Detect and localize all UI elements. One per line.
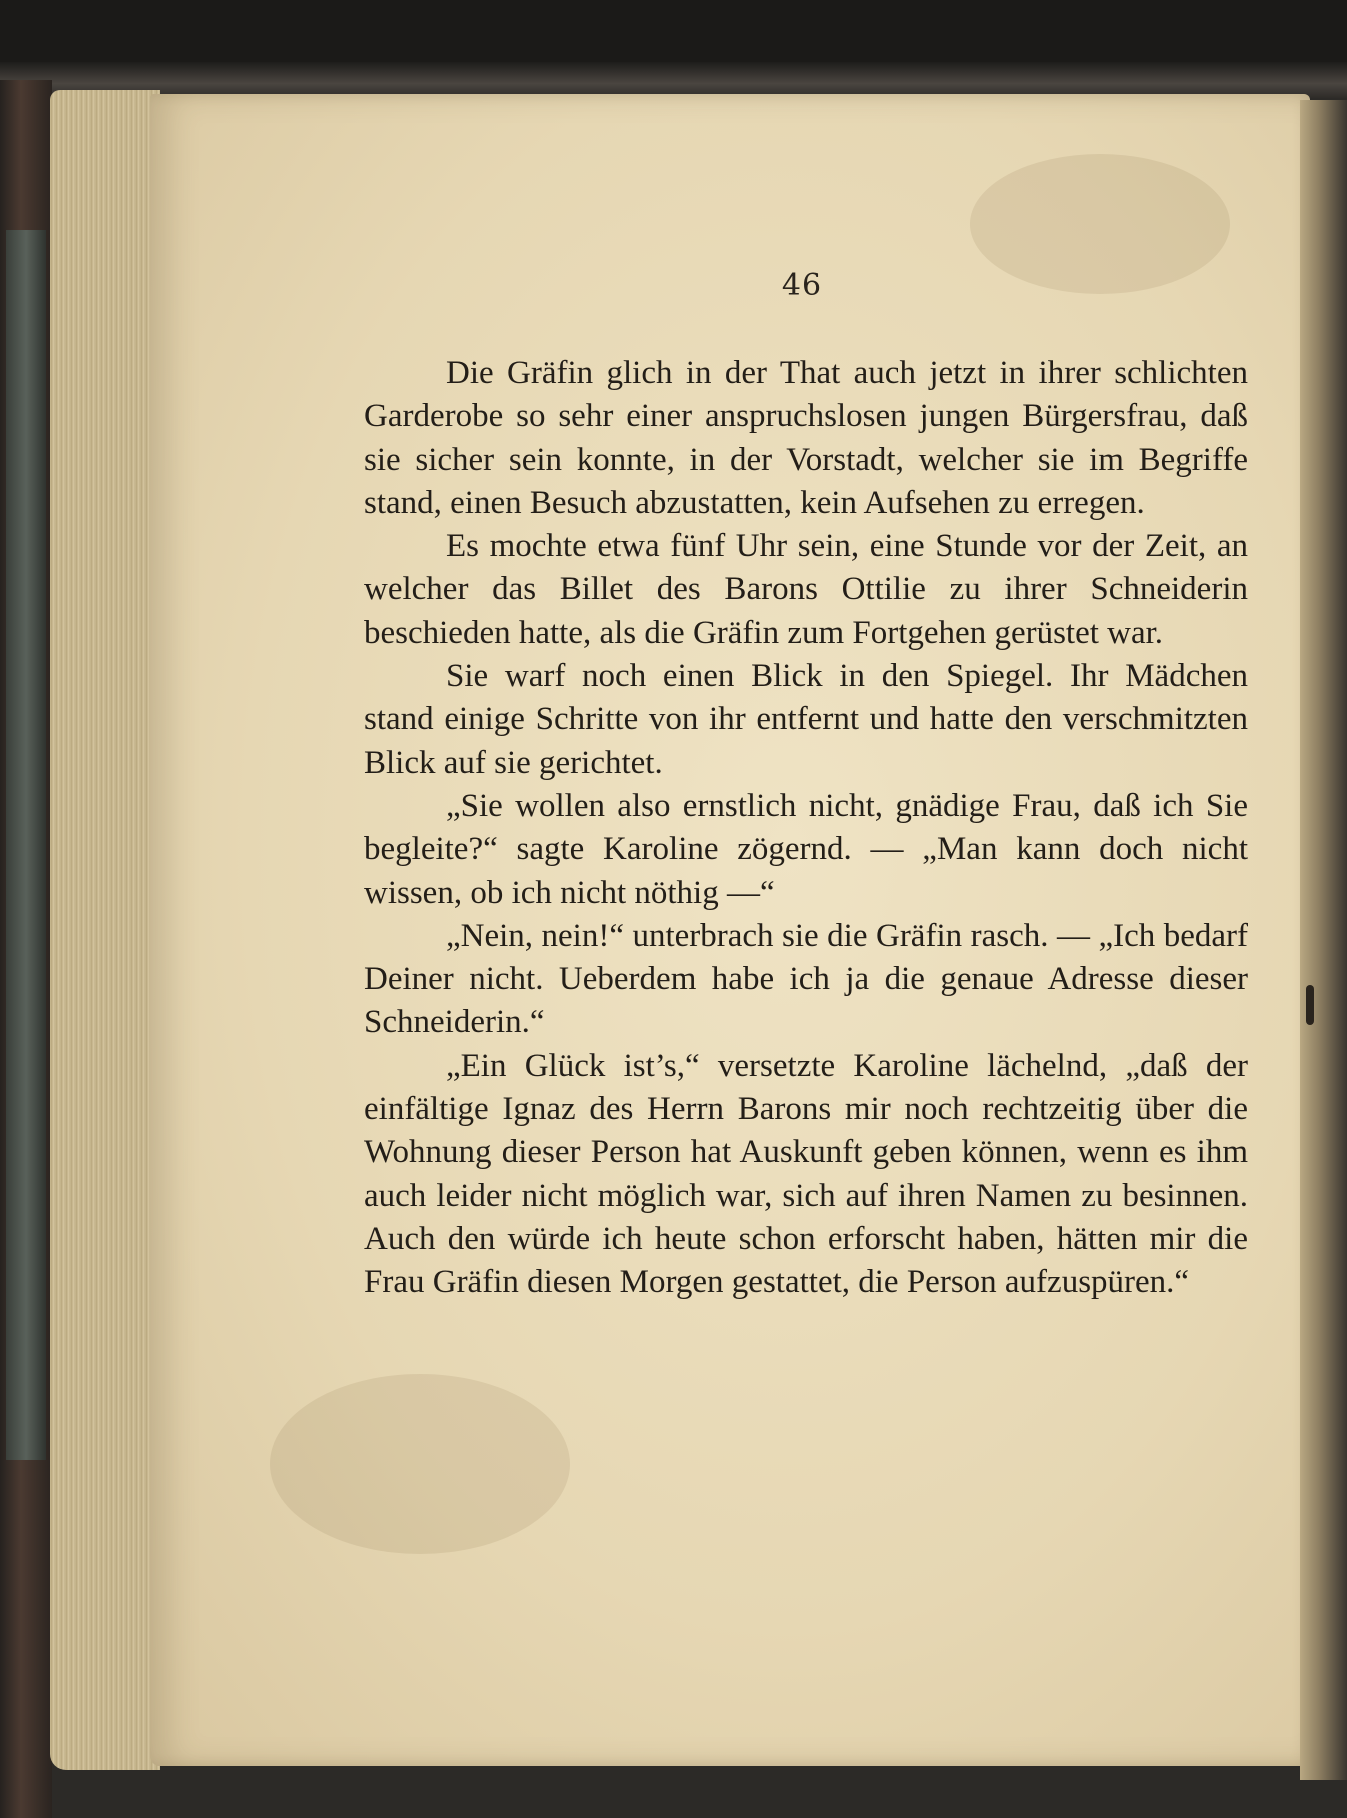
book-spine-leather [6,230,46,1460]
page-stack-edges [50,90,160,1770]
page-number: 46 [781,268,823,303]
page-text [364,352,1248,1305]
paragraph: „Ein Glück ist’s,“ versetzte Karoline lächelnd, „daß der einfältige Ignaz des Herrn Barons mir noch rechtzeitig über die Wohnung dieser Person hat Auskunft geben können, wenn es ihm auch leider nicht möglich war, sich auf ihren Namen zu besinnen. Auch den würde ich heute schon erforscht haben, hätten mir die Frau Gräfin diesen Morgen gestattet, die Person aufzuspüren.“ [364,1047,1248,1301]
paragraph: Es mochte etwa fünf Uhr sein, eine Stunde vor der Zeit, an welcher das Billet des Barons Ottilie zu ihrer Schneiderin beschieden hatte, als die Gräfin zum Fortgehen gerüstet war. [364,528,1248,651]
paper-stain [270,1374,570,1554]
book-cover-top-edge [0,62,1347,98]
paragraph: „Nein, nein!“ unterbrach sie die Gräfin rasch. — „Ich bedarf Deiner nicht. Ueberdem habe ich ja die genaue Adresse dieser Schneiderin.“ [364,917,1248,1041]
page-edge-mark [1306,985,1314,1025]
right-page-gutter [1300,100,1347,1780]
paragraph: Sie warf noch einen Blick in den Spiegel. Ihr Mädchen stand einige Schritte von ihr entfernt und hatte den verschmitzten Blick auf sie gerichtet. [364,658,1248,781]
paragraph: „Sie wollen also ernstlich nicht, gnädige Frau, daß ich Sie begleite?“ sagte Karoline zögernd. — „Man kann doch nicht wissen, ob ich nicht nöthig —“ [364,787,1248,911]
paragraph: Die Gräfin glich in der That auch jetzt in ihrer schlichten Garderobe so sehr einer anspruchslosen jungen Bürgersfrau, daß sie sicher sein konnte, in der Vorstadt, welcher sie im Begriffe stand, einen Besuch abzustatten, kein Aufsehen zu erregen. [364,355,1248,521]
